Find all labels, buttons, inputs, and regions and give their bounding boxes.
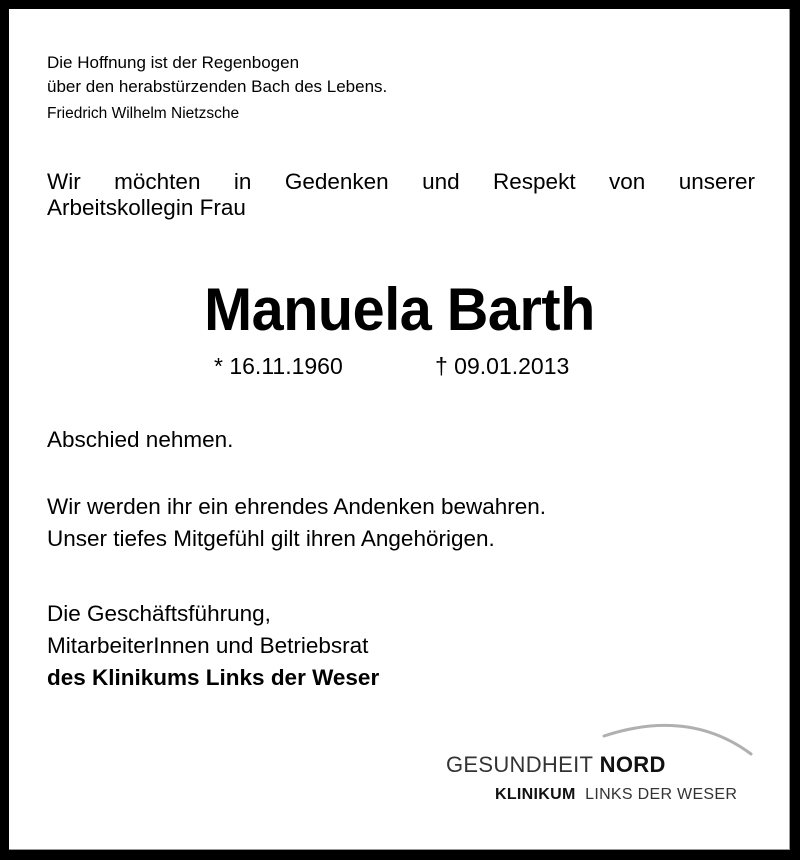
signature-line-3: des Klinikums Links der Weser xyxy=(47,665,380,690)
logo-subtitle xyxy=(495,786,737,804)
intro-line-2: Arbeitskollegin Frau xyxy=(47,195,246,220)
deceased-name: Manuela Barth xyxy=(204,276,595,343)
death-date: † 09.01.2013 xyxy=(435,353,570,379)
message-line-2: Unser tiefes Mitgefühl gilt ihren Angehörigen. xyxy=(47,526,495,551)
obituary-card xyxy=(9,9,790,850)
signature-line-1: Die Geschäftsführung, xyxy=(47,601,271,626)
birth-date: * 16.11.1960 xyxy=(214,353,343,379)
logo-word-links-der-weser: LINKS DER WESER xyxy=(585,786,738,803)
quote-line-2: über den herabstürzenden Bach des Lebens. xyxy=(47,77,388,96)
logo-title xyxy=(446,752,666,778)
quote-author: Friedrich Wilhelm Nietzsche xyxy=(47,105,240,122)
gesundheit-nord-logo xyxy=(439,714,779,814)
intro-text xyxy=(47,169,755,221)
message-line-1: Wir werden ihr ein ehrendes Andenken bewahren. xyxy=(47,494,547,519)
signature-line-2: MitarbeiterInnen und Betriebsrat xyxy=(47,633,369,658)
logo-word-nord: NORD xyxy=(599,752,666,777)
intro-line-1: Wir möchten in Gedenken und Respekt von unserer xyxy=(47,169,755,194)
logo-word-gesundheit: GESUNDHEIT xyxy=(446,752,594,777)
farewell-text: Abschied nehmen. xyxy=(47,427,234,452)
quote-line-1: Die Hoffnung ist der Regenbogen xyxy=(47,53,300,72)
logo-word-klinikum: KLINIKUM xyxy=(495,786,576,803)
